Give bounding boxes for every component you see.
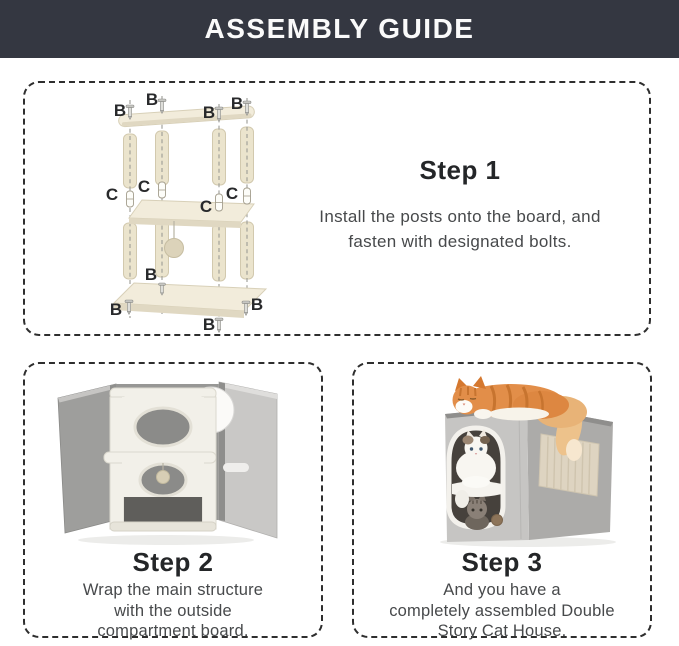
- side-slot: [223, 463, 249, 472]
- header-bar: [0, 0, 679, 58]
- step3-panel: [352, 362, 652, 638]
- step2-description-line: with the outside: [114, 601, 232, 620]
- step3-illustration: [373, 370, 633, 550]
- page-title: ASSEMBLY GUIDE: [204, 13, 475, 44]
- step1-title: Step 1: [419, 155, 501, 185]
- bolt-label: B: [109, 300, 123, 319]
- main-structure: [104, 388, 216, 531]
- orange-cat-paw: [474, 409, 492, 419]
- step2-description-line: compartment board.: [97, 622, 249, 640]
- step1-description-line: fasten with designated bolts.: [348, 232, 572, 251]
- connector-label: C: [105, 185, 119, 204]
- posts-lower: [124, 220, 254, 281]
- step1-text-block: [305, 155, 615, 254]
- connector-label: C: [225, 184, 239, 203]
- step1-description-line: Install the posts onto the board, and: [319, 207, 601, 226]
- step2-description: [25, 580, 321, 642]
- orange-cat-ear: [473, 376, 486, 389]
- upper-oval-opening: [135, 408, 191, 446]
- bottom-board: [114, 283, 266, 318]
- brand-logo-patch: [492, 515, 503, 526]
- bolt-label: B: [145, 90, 159, 109]
- cat-house: [445, 406, 613, 542]
- step3-title: Step 3: [461, 547, 543, 577]
- connector-label: C: [137, 177, 151, 196]
- step2-title: Step 2: [132, 547, 214, 577]
- bolt-label: B: [202, 103, 216, 122]
- connector-label: C: [199, 197, 213, 216]
- fleece-drape: [455, 490, 469, 508]
- bolt-label: B: [230, 94, 244, 113]
- bolt-label: B: [250, 295, 264, 314]
- bolt-label: B: [144, 265, 158, 284]
- step1-panel: [23, 81, 651, 336]
- step2-illustration: [44, 370, 304, 550]
- step3-description-line: And you have a: [443, 581, 561, 599]
- bottom-cavity: [124, 497, 202, 524]
- bolt-label: B: [113, 101, 127, 120]
- step3-description-line: completely assembled Double: [389, 601, 615, 620]
- hanging-ball: [157, 471, 170, 484]
- middle-board: [129, 200, 254, 228]
- floor-shadow: [78, 535, 254, 545]
- bolt-label: B: [202, 315, 216, 334]
- step3-description: [354, 580, 650, 642]
- step2-description-line: Wrap the main structure: [82, 581, 264, 599]
- step3-description-line: Story Cat House.: [437, 622, 567, 640]
- step1-exploded-diagram: [97, 86, 327, 334]
- tower-base: [110, 522, 216, 531]
- step2-panel: [23, 362, 323, 638]
- step1-description: [305, 204, 615, 254]
